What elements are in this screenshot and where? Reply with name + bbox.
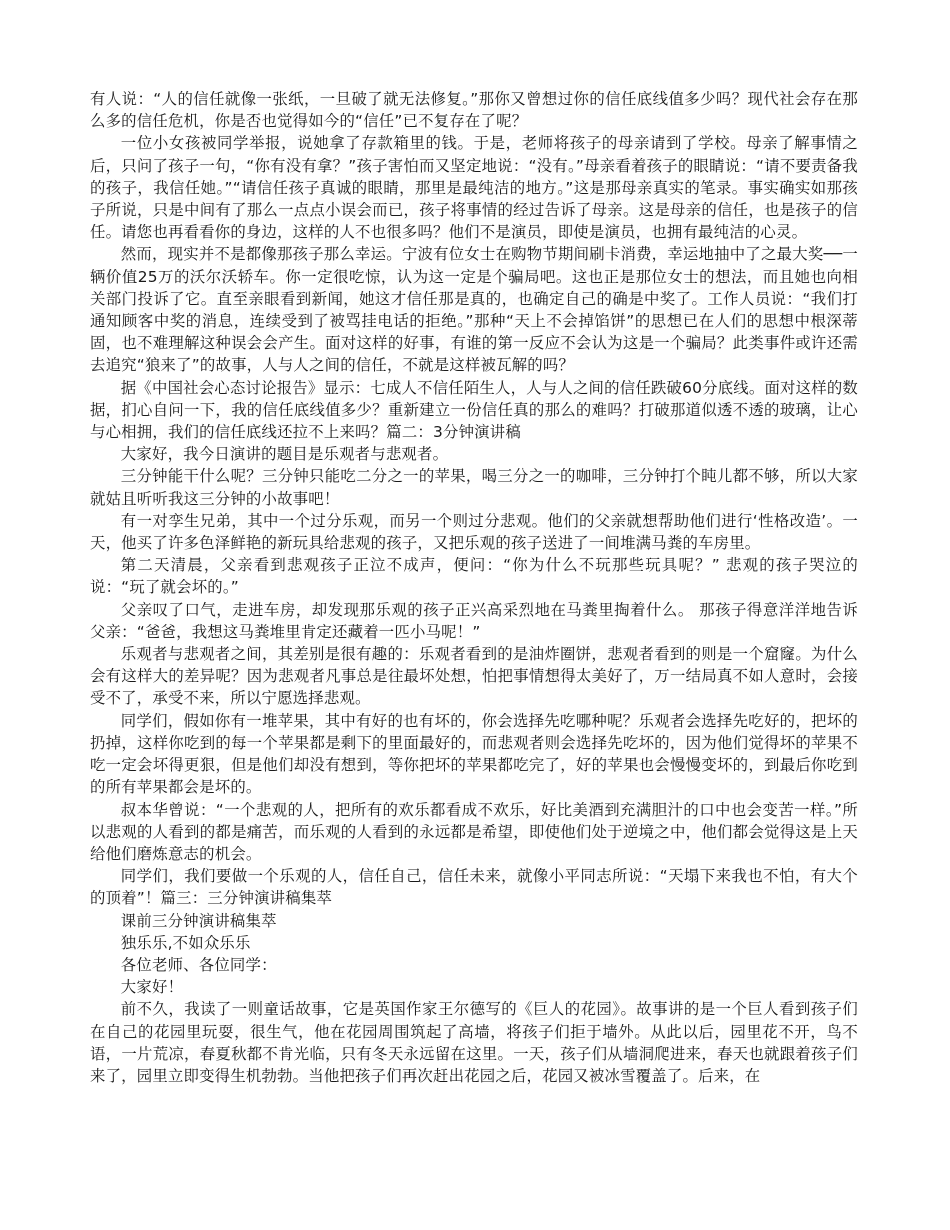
paragraph-17: 大家好！ [120,978,184,997]
paragraph-3: 然而，现实并不是都像那孩子那么幸运。宁波有位女士在购物节期间刷卡消费，幸运地抽中了之最大奖──一辆价值25万的沃尔沃轿车。你一定很吃惊，认为这一定是个骗局吧。这也正是那位女士的想法，而且她也向相关部门投诉了它。直至亲眼看到新闻，她这才信任那是真的，也确定自己的确是中奖了。工作人员说：“我们打通知顾客中奖的消息，连续受到了被骂挂电话的拒绝。”那种“天上不会掉馅饼”的思想已在人们的思想中根深蒂固，也不难理解这种误会会产生。面对这样的好事，有谁的第一反应不会认为这是一个骗局？此类事件或许还需去追究“狼来了”的故事，人与人之间的信任，不就是这样被瓦解的吗？ [90,245,858,375]
paragraph-5: 大家好，我今日演讲的题目是乐观者与悲观者。 [120,445,449,464]
paragraph-1: 有人说：“人的信任就像一张纸，一旦破了就无法修复。”那你又曾想过你的信任底线值多少吗？现代社会存在那么多的信任危机，你是否也觉得如今的“信任”已不复存在了呢？ [90,90,858,131]
paragraph-10: 乐观者与悲观者之间，其差别是很有趣的：乐观者看到的是油炸圈饼，悲观者看到的则是一个窟窿。为什么会有这样大的差异呢？因为悲观者凡事总是往最坏处想，怕把事情想得太美好了，万一结局真不如人意时，会接受不了，承受不来，所以宁愿选择悲观。 [90,645,858,708]
paragraph-13: 同学们，我们要做一个乐观的人，信任自己，信任未来，就像小平同志所说：“天塌下来我也不怕，有大个的顶着”！篇三：三分钟演讲稿集萃 [90,867,858,908]
paragraph-8: 第二天清晨，父亲看到悲观孩子正泣不成声，便问：“你为什么不玩那些玩具呢？” 悲观的孩子哭泣的说：“玩了就会坏的。” [90,556,858,597]
paragraph-15: 独乐乐,不如众乐乐 [120,933,251,952]
paragraph-14: 课前三分钟演讲稿集萃 [120,911,277,930]
paragraph-11: 同学们，假如你有一堆苹果，其中有好的也有坏的，你会选择先吃哪种呢？乐观者会选择先吃好的，把坏的扔掉，这样你吃到的每一个苹果都是剩下的里面最好的，而悲观者则会选择先吃坏的，因为他们觉得坏的苹果不吃一定会坏得更狠，但是他们却没有想到，等你把坏的苹果都吃完了，好的苹果也会慢慢变坏的，到最后你吃到的所有苹果都会是坏的。 [90,711,858,797]
paragraph-12: 叔本华曾说：“一个悲观的人，把所有的欢乐都看成不欢乐，好比美酒到充满胆汁的口中也会变苦一样。”所以悲观的人看到的都是痛苦，而乐观的人看到的永远都是希望，即使他们处于逆境之中，他们都会觉得这是上天给他们磨炼意志的机会。 [90,800,858,863]
paragraph-2: 一位小女孩被同学举报，说她拿了存款箱里的钱。于是，老师将孩子的母亲请到了学校。母亲了解事情之后，只问了孩子一句，“你有没有拿？”孩子害怕而又坚定地说：“没有。”母亲看着孩子的眼睛说：“请不要责备我的孩子，我信任她。”“请信任孩子真诚的眼睛，那里是最纯洁的地方。”这是那母亲真实的笔录。事实确实如那孩子所说，只是中间有了那么一点点小误会而已，孩子将事情的经过告诉了母亲。这是母亲的信任，也是孩子的信任。请您也再看看你的身边，这样的人不也很多吗？他们不是演员，即使是演员，也拥有最纯洁的心灵。 [90,134,858,242]
paragraph-18: 前不久，我读了一则童话故事，它是英国作家王尔德写的《巨人的花园》。故事讲的是一个巨人看到孩子们在自己的花园里玩耍，很生气，他在花园周围筑起了高墙，将孩子们拒于墙外。从此以后，园里花不开，鸟不语，一片荒凉，春夏秋都不肯光临，只有冬天永远留在这里。一天，孩子们从墙洞爬进来，春天也就跟着孩子们来了，园里立即变得生机勃勃。当他把孩子们再次赶出花园之后，花园又被冰雪覆盖了。后来，在 [90,1000,858,1085]
paragraph-7: 有一对孪生兄弟，其中一个过分乐观，而另一个则过分悲观。他们的父亲就想帮助他们进行‘性格改造’。一天，他买了许多色泽鲜艳的新玩具给悲观的孩子，又把乐观的孩子送进了一间堆满马粪的车房里。 [90,511,858,553]
paragraph-16: 各位老师、各位同学： [120,955,277,974]
paragraph-9: 父亲叹了口气，走进车房，却发现那乐观的孩子正兴高采烈地在马粪里掏着什么。 那孩子得意洋洋地告诉父亲：“爸爸，我想这马粪堆里肯定还藏着一匹小马呢！” [90,600,858,641]
paragraph-6: 三分钟能干什么呢？三分钟只能吃二分之一的苹果，喝三分之一的咖啡，三分钟打个盹儿都不够，所以大家就姑且听听我这三分钟的小故事吧！ [90,467,858,508]
document-page [90,88,858,1087]
paragraph-4: 据《中国社会心态讨论报告》显示：七成人不信任陌生人，人与人之间的信任跌破60分底线。面对这样的数据，扪心自问一下，我的信任底线值多少？重新建立一份信任真的那么的难吗？打破那道似透不透的玻璃，让心与心相拥，我们的信任底线还拉不上来吗？篇二：3分钟演讲稿 [90,378,858,442]
